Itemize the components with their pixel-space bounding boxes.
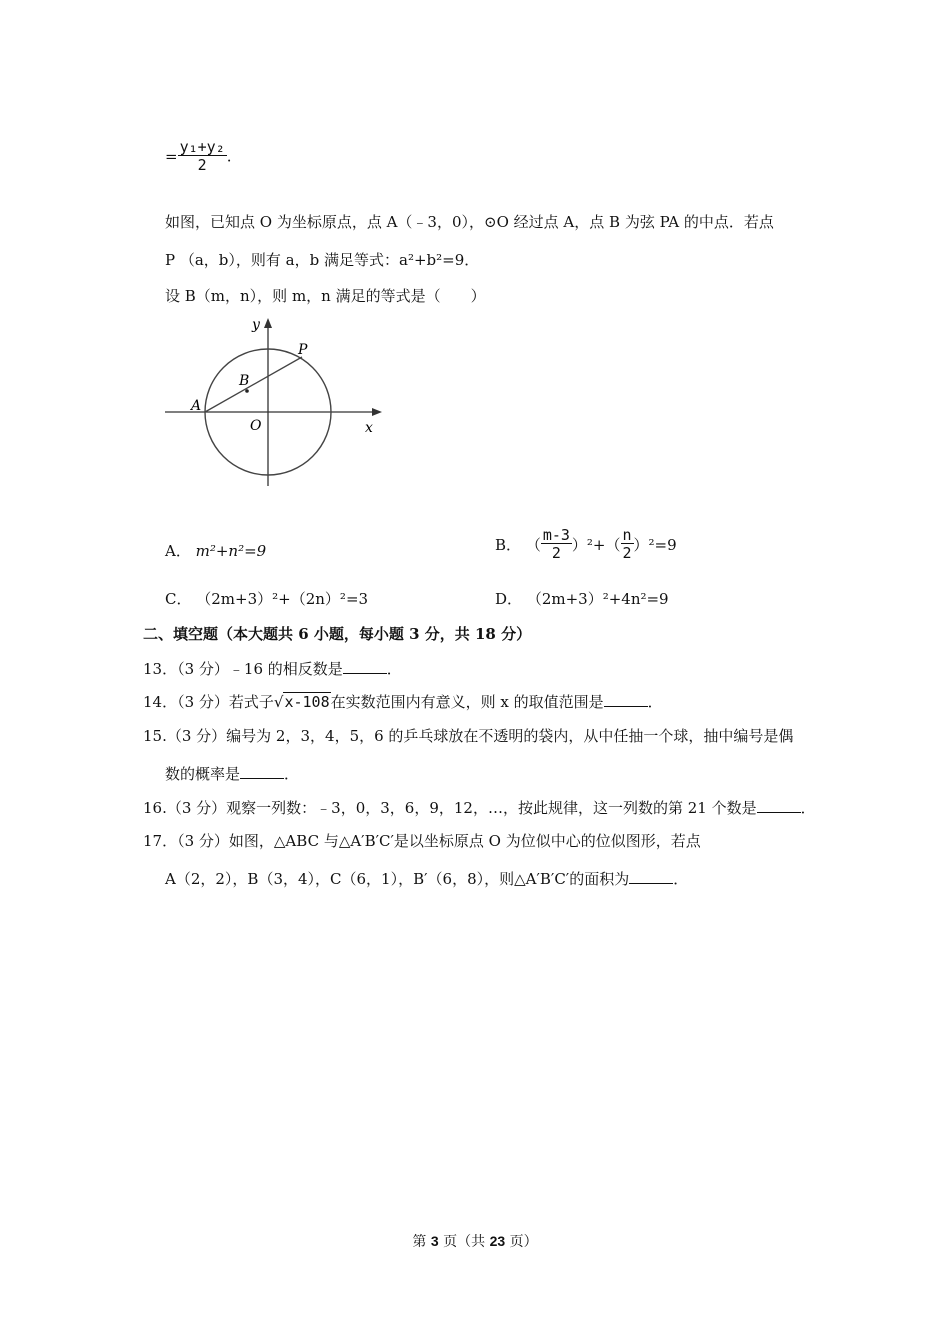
option-b-frac2 xyxy=(621,528,634,561)
q12-line1: 如图，已知点 O 为坐标原点，点 A（﹣3，0），⊙O 经过点 A，点 B 为弦 PA 的中点．若点 xyxy=(165,213,774,231)
option-b-open: （ xyxy=(525,536,541,554)
q14-blank[interactable] xyxy=(604,694,648,707)
q15-line1: 15.（3 分）编号为 2，3，4，5，6 的乒乓球放在不透明的袋内，从中任抽一个球，抽中编号是偶 xyxy=(143,727,794,745)
formula-numerator: y₁+y₂ xyxy=(179,138,225,156)
q14-pre: 14．（3 分）若式子 xyxy=(143,693,274,711)
q14-end: ． xyxy=(647,693,663,711)
footer-total-pages: 23 xyxy=(489,1233,506,1249)
option-b-frac2-num: n xyxy=(622,526,632,544)
option-b-mid: ）²+（ xyxy=(571,536,621,554)
q12-line3: 设 B（m，n），则 m，n 满足的等式是（ ） xyxy=(165,287,486,305)
q15-end: ． xyxy=(284,765,300,783)
label-y: y xyxy=(252,317,260,333)
q13-blank[interactable] xyxy=(343,661,387,674)
q12-equation: a²+b²=9． xyxy=(399,251,480,269)
q17-line2-text: A（2，2），B（3，4），C（6，1），B′（6，8），则△A′B′C′的面积为 xyxy=(165,870,630,888)
label-p: P xyxy=(298,342,308,358)
option-a-label: A． xyxy=(165,542,191,560)
label-x: x xyxy=(365,420,373,436)
q15-blank[interactable] xyxy=(240,766,284,779)
point-b-dot xyxy=(245,389,249,393)
q17-end: ． xyxy=(673,870,689,888)
option-a-text: m²+n²=9 xyxy=(195,542,267,560)
sqrt-sign-icon: √ xyxy=(273,693,284,711)
q14-post: 在实数范围内有意义，则 x 的取值范围是 xyxy=(330,693,604,711)
option-d-label: D． xyxy=(495,590,523,608)
option-d-text: （2m+3）²+4n²=9 xyxy=(526,590,669,608)
section2-title: 二、填空题（本大题共 6 小题，每小题 3 分，共 18 分） xyxy=(143,625,532,643)
q13 xyxy=(143,658,402,679)
label-a: A xyxy=(191,398,202,414)
q14-radicand: x-108 xyxy=(284,693,330,711)
footer-pre: 第 xyxy=(412,1234,431,1250)
option-b-frac1 xyxy=(541,528,572,561)
q17-blank[interactable] xyxy=(629,871,673,884)
q16 xyxy=(143,797,816,818)
q16-end: ． xyxy=(800,799,816,817)
formula-fraction xyxy=(178,140,227,173)
x-axis-arrow-icon xyxy=(372,408,382,416)
q12-line2-text: P （a，b），则有 a，b 满足等式： xyxy=(165,251,399,269)
q16-blank[interactable] xyxy=(757,800,801,813)
q17-line2 xyxy=(165,868,688,889)
page-footer xyxy=(0,1231,950,1251)
option-b-end: ）²=9 xyxy=(633,536,677,554)
q13-end: ． xyxy=(386,660,402,678)
footer-post: 页） xyxy=(505,1234,538,1250)
q15-line2-text: 数的概率是 xyxy=(165,765,241,783)
option-c-text: （2m+3）²+（2n）²=3 xyxy=(196,590,369,608)
circle-figure xyxy=(160,310,390,495)
label-o: O xyxy=(250,418,262,434)
top-formula xyxy=(165,140,232,173)
label-b: B xyxy=(239,373,250,389)
q12-line2 xyxy=(165,249,479,270)
q17-line1: 17．（3 分）如图，△ABC 与△A′B′C′是以坐标原点 O 为位似中心的位似图形，若点 xyxy=(143,832,701,850)
option-d[interactable] xyxy=(495,588,669,609)
option-b-frac1-den: 2 xyxy=(541,543,572,561)
q13-text: 13．（3 分）﹣16 的相反数是 xyxy=(143,660,343,678)
q16-text: 16.（3 分）观察一列数：﹣3，0，3，6，9，12，…，按此规律，这一列数的第 21 个数是 xyxy=(143,799,757,817)
option-b[interactable] xyxy=(495,528,677,561)
chord-pa xyxy=(205,357,302,412)
footer-mid: 页（共 xyxy=(438,1234,490,1250)
option-b-label: B． xyxy=(495,536,522,554)
formula-prefix: = xyxy=(165,147,178,166)
y-axis-arrow-icon xyxy=(264,318,272,328)
q14 xyxy=(143,691,663,712)
formula-suffix: . xyxy=(226,147,232,166)
q15-line2 xyxy=(165,763,299,784)
footer-page-number: 3 xyxy=(430,1233,439,1249)
option-b-frac1-num: m-3 xyxy=(542,526,570,544)
option-c[interactable] xyxy=(165,588,368,609)
option-b-frac2-den: 2 xyxy=(622,544,632,562)
option-c-label: C． xyxy=(165,590,192,608)
option-a[interactable] xyxy=(165,540,266,561)
formula-denominator: 2 xyxy=(178,155,227,173)
